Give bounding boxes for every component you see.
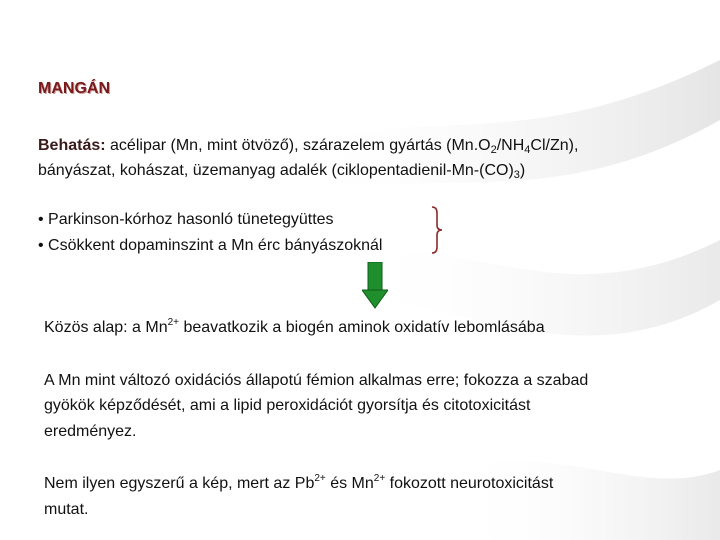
right-brace-icon (430, 205, 444, 255)
exposure-line-1-end: Cl/Zn), (530, 137, 579, 154)
superscript: 2+ (314, 473, 326, 484)
common-basis-pre: Közös alap: a Mn (44, 319, 168, 336)
common-basis-text (44, 317, 545, 336)
exposure-line-1-text: acélipar (Mn, mint ötvöző), szárazelem gyártás (Mn.O (110, 137, 491, 154)
para3-mid: és Mn (325, 475, 374, 492)
exposure-line-2 (38, 163, 525, 179)
page-title: MANGÁN (38, 80, 110, 97)
paragraph-line (44, 473, 554, 492)
para3-post: fokozott neurotoxicitást (385, 475, 554, 492)
bullet-item: • Csökkent dopaminszint a Mn érc bányászoknál (38, 237, 383, 254)
exposure-line-1-mid: /NH (496, 137, 525, 154)
subscript: 2 (490, 144, 497, 156)
down-arrow-icon (362, 262, 388, 310)
paragraph-line: gyökök képződését, ami a lipid peroxidációt gyorsítja és citotoxicitást (44, 397, 531, 414)
superscript: 2+ (167, 317, 180, 328)
subscript: 4 (524, 144, 531, 156)
exposure-line-2-end: ) (519, 162, 526, 179)
superscript: 2+ (373, 473, 386, 484)
paragraph-line: eredményez. (44, 423, 137, 440)
exposure-line-2-text: bányászat, kohászat, üzemanyag adalék (ciklopentadienil-Mn-(CO) (38, 162, 514, 179)
common-basis-post: beavatkozik a biogén aminok oxidatív lebomlásába (179, 319, 545, 336)
para3-pre: Nem ilyen egyszerű a kép, mert az Pb (44, 475, 315, 492)
bullet-item: • Parkinson-kórhoz hasonló tünetegyüttes (38, 211, 334, 228)
paragraph-line: A Mn mint változó oxidációs állapotú fémion alkalmas erre; fokozza a szabad (44, 372, 589, 389)
subscript: 3 (513, 169, 520, 181)
exposure-line-1 (38, 138, 578, 154)
paragraph-line: mutat. (44, 501, 89, 518)
exposure-label: Behatás: (38, 137, 106, 154)
